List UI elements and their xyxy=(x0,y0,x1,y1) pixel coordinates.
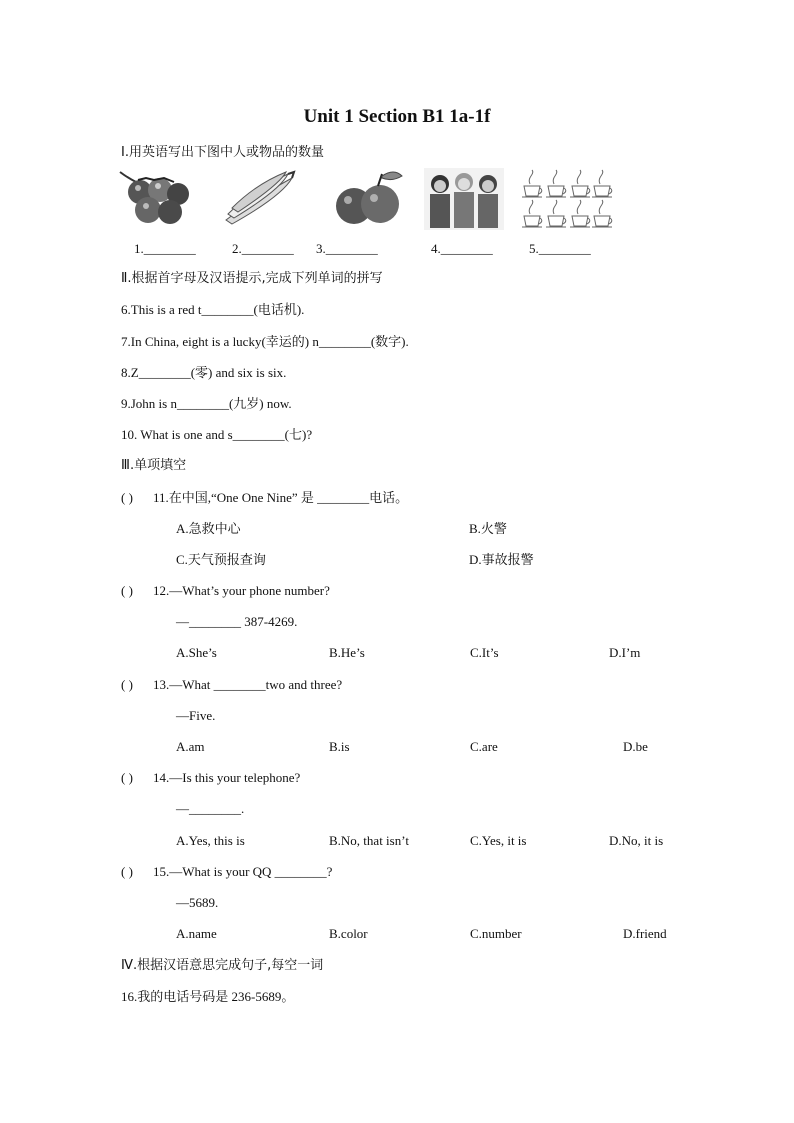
section-3-heading: Ⅲ.单项填空 xyxy=(121,458,187,473)
section-2-heading: Ⅱ.根据首字母及汉语提示,完成下列单词的拼写 xyxy=(121,271,383,286)
answer-bracket-12[interactable]: ( ) xyxy=(121,583,133,598)
bananas-icon xyxy=(222,170,298,228)
question-12-answer-line: —________ 387-4269. xyxy=(176,614,298,629)
q11-option-b[interactable]: B.火警 xyxy=(469,521,507,536)
q12-option-a[interactable]: A.She’s xyxy=(176,645,217,660)
answer-bracket-15[interactable]: ( ) xyxy=(121,864,133,879)
tomatoes-icon xyxy=(118,168,196,228)
question-15-stem: 15.—What is your QQ ________? xyxy=(153,864,333,879)
question-15-answer-line: —5689. xyxy=(176,895,219,910)
answer-bracket-11[interactable]: ( ) xyxy=(121,490,133,505)
picture-blank-5[interactable]: 5.________ xyxy=(529,241,591,256)
spelling-question-6: 6.This is a red t________(电话机). xyxy=(121,302,305,317)
section-4-heading: Ⅳ.根据汉语意思完成句子,每空一词 xyxy=(121,958,324,973)
q12-option-d[interactable]: D.I’m xyxy=(609,645,641,660)
q15-option-d[interactable]: D.friend xyxy=(623,926,667,941)
q15-option-c[interactable]: C.number xyxy=(470,926,522,941)
q11-option-a[interactable]: A.急救中心 xyxy=(176,521,241,536)
spelling-question-10: 10. What is one and s________(七)? xyxy=(121,427,313,442)
q14-option-d[interactable]: D.No, it is xyxy=(609,833,664,848)
page-title: Unit 1 Section B1 1a-1f xyxy=(303,106,491,127)
q13-option-d[interactable]: D.be xyxy=(623,739,648,754)
apples-icon xyxy=(328,168,406,228)
q14-option-c[interactable]: C.Yes, it is xyxy=(470,833,527,848)
question-14-stem: 14.—Is this your telephone? xyxy=(153,770,301,785)
q13-option-b[interactable]: B.is xyxy=(329,739,350,754)
picture-blank-3[interactable]: 3.________ xyxy=(316,241,378,256)
q14-option-b[interactable]: B.No, that isn’t xyxy=(329,833,409,848)
q12-option-b[interactable]: B.He’s xyxy=(329,645,365,660)
q11-option-d[interactable]: D.事故报警 xyxy=(469,552,534,567)
question-13-stem: 13.—What ________two and three? xyxy=(153,677,343,692)
translation-question-16: 16.我的电话号码是 236-5689。 xyxy=(121,989,295,1004)
q15-option-a[interactable]: A.name xyxy=(176,926,217,941)
question-12-stem: 12.—What’s your phone number? xyxy=(153,583,330,598)
spelling-question-9: 9.John is n________(九岁) now. xyxy=(121,396,292,411)
picture-blank-1[interactable]: 1.________ xyxy=(134,241,196,256)
q15-option-b[interactable]: B.color xyxy=(329,926,368,941)
spelling-question-7: 7.In China, eight is a lucky(幸运的) n________(数字). xyxy=(121,334,409,349)
cups-icon xyxy=(520,168,614,230)
question-14-answer-line: —________. xyxy=(176,801,245,816)
q13-option-a[interactable]: A.am xyxy=(176,739,205,754)
children-icon xyxy=(424,168,504,230)
spelling-question-8: 8.Z________(零) and six is six. xyxy=(121,365,287,380)
question-11-stem: 11.在中国,“One One Nine” 是 ________电话。 xyxy=(153,490,409,505)
picture-blank-2[interactable]: 2.________ xyxy=(232,241,294,256)
question-13-answer-line: —Five. xyxy=(176,708,216,723)
q13-option-c[interactable]: C.are xyxy=(470,739,498,754)
answer-bracket-13[interactable]: ( ) xyxy=(121,677,133,692)
answer-bracket-14[interactable]: ( ) xyxy=(121,770,133,785)
q11-option-c[interactable]: C.天气预报查询 xyxy=(176,552,266,567)
q14-option-a[interactable]: A.Yes, this is xyxy=(176,833,245,848)
section-1-heading: Ⅰ.用英语写出下图中人或物品的数量 xyxy=(121,145,324,160)
q12-option-c[interactable]: C.It’s xyxy=(470,645,499,660)
picture-blank-4[interactable]: 4.________ xyxy=(431,241,493,256)
